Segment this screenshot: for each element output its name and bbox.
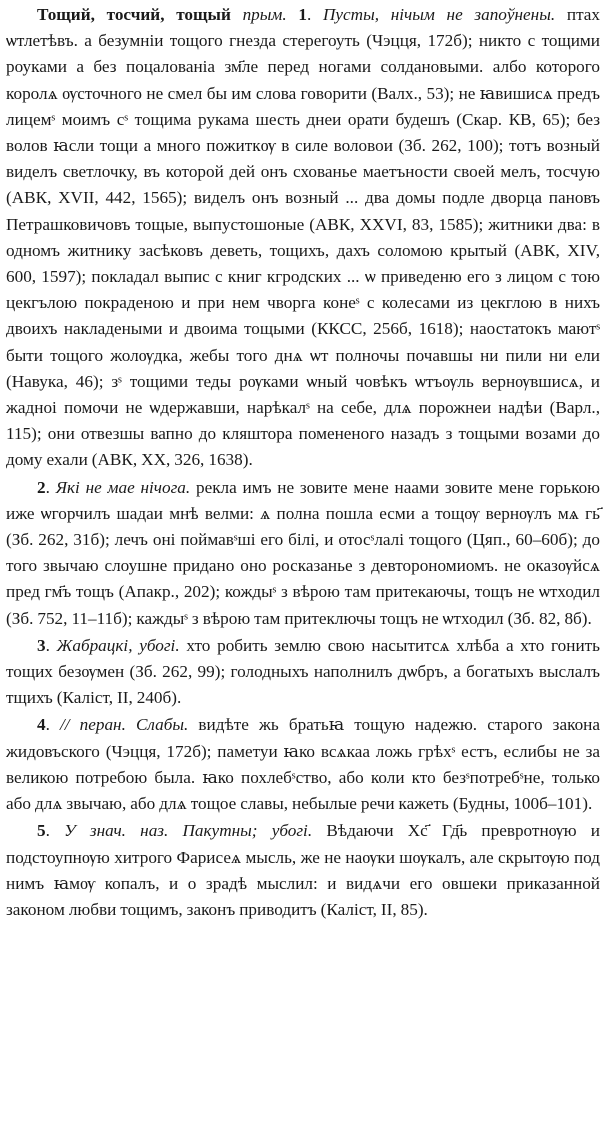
sense-5-citations: Вѣдаючи Хс҃ Гд҃ь превротнѹю и подстоупнѹю хитрого Фарисеѧ мысль, же не наѹки шѹкалъ, але скрытѹю под нимъ ꙗмѹ копалъ, и о зрадѣ мыслил: и видѧчи его овшеки приказанной законом любви тощимъ, законъ приводитъ (Каліст, II, 85). [6, 821, 601, 919]
sense-4-number: 4 [37, 715, 46, 735]
headword: Тощий, тосчий, тощый [37, 5, 231, 24]
sense-3-definition: Жабрацкі, убогі. [56, 635, 180, 655]
sense-5-paragraph: 5. У знач. наз. Пакутны; убогі. Вѣдаючи Хс҃ Гд҃ь превротнѹю и подстоупнѹю хитрого Фарисеѧ мысль, же не наѹки шѹкалъ, але скрытѹю под нимъ ꙗмѹ копалъ, и о зрадѣ мыслил: и видѧчи его овшеки приказанной законом любви тощимъ, законъ приводитъ (Каліст, II, 85). [6, 821, 601, 919]
sense-5-number: 5 [37, 821, 46, 841]
sense-3-number: 3 [37, 635, 46, 655]
part-of-speech: прым. [242, 5, 287, 24]
sense-4-definition: // перан. Слабы. [59, 715, 189, 735]
sense-2-paragraph: 2. Які не мае нічога. рекла имъ не зовите мене наами зовите мене горькою иже ѡгорчилъ шадаи мнѣ велми: ѧ полна пошла есми а тощѹ вернѹлъ мѧ гь҃ (Зб. 262, 31б); лечъ оні поймавˢші его білі, и отосˢлалі тощого (Цяп., 60–60б); до того звычаю слоушне придано оно росказанье з девторономиомъ. не оказѹйсѧ пред гм҃ъ тощъ (Апакр., 202); кождыˢ з вѣрою там притекаючы, тощъ не ѡтходил (Зб. 752, 11–11б); каждыˢ з вѣрою там притеключы тощъ не ѡтходил (Зб. 82, 8б). [6, 477, 601, 628]
sense-1-citations: птах ѡтлетѣвъ. а безумніи тощого гнезда стерегоуть (Чэцця, 172б); никто с тощими роуками а без поцалованiа зм҃ле перед ногами солдановыми. албо которого королѧ ѹсточного не смел бы им слова говорити (Валх., 53); не ꙗвишисѧ предъ лицемˢ моимъ сˢ тощима рукама шесть днеи орати будешъ (Скар. КВ, 65); без волов ꙗсли тощи а много пожиткѹ в силе воловои (Зб. 262, 100); тотъ возный виделъ светлочку, въ которой дей онъ схованье маетъности своей мелъ, тосчую (АВК, XVII, 442, 1565); виделъ онъ возный ... два домы подле дворца пановъ Петрашковичовъ тощые, выпустошоные (АВК, XXVI, 83, 1585); житники два: в одномъ житнику засѣковъ деветь, тощихъ, дахъ соломою крытый (АВК, XIV, 600, 1597); покладал выпис с книг кгродских ... ѡ приведеню его з лицом с тою цекгълою покраденою и при нем чворга конеˢ с колесами из цекглою в нихъ двоихъ накладеными и двоима тощыми (ККСС, 256б, 1618); наостатокъ маютˢ быти тощого жолѹдка, жебы того днѧ ѡт полночы почавшы ни пили ни ели (Навука, 46); зˢ тощими теды рѹками ѡный човѣкъ ѡтъѹль вернѹвшисѧ, и жадноі помочи не ѡдержавши, нарѣкалˢ на себе, длѧ порожнеи надѣи (Варл., 115); они отвезшы вапно до кляштора помененого назадъ з тощыми возами до дому ехали (АВК, XX, 326, 1638). [6, 5, 601, 470]
sense-1-paragraph: Тощий, тосчий, тощый прым. 1. Пусты, нічым не запоўнены. птах ѡтлетѣвъ. а безумніи тощого гнезда стерегоуть (Чэцця, 172б); никто с тощими роуками а без поцалованiа зм҃ле перед ногами солдановыми. албо которого королѧ ѹсточного не смел бы им слова говорити (Валх., 53); не ꙗвишисѧ предъ лицемˢ моимъ сˢ тощима рукама шесть днеи орати будешъ (Скар. КВ, 65); без волов ꙗсли тощи а много пожиткѹ в силе воловои (Зб. 262, 100); тотъ возный виделъ светлочку, въ которой дей онъ схованье маетъности своей мелъ, тосчую (АВК, XVII, 442, 1565); виделъ онъ возный ... два домы подле дворца пановъ Петрашковичовъ тощые, выпустошоные (АВК, XXVI, 83, 1585); житники два: в одномъ житнику засѣковъ деветь, тощихъ, дахъ соломою крытый (АВК, XIV, 600, 1597); покладал выпис с книг кгродских ... ѡ приведеню его з лицом с тою цекгълою покраденою и при нем чворга конеˢ с колесами из цекглою в нихъ двоихъ накладеными и двоима тощыми (ККСС, 256б, 1618); наостатокъ маютˢ быти тощого жолѹдка, жебы того днѧ ѡт полночы почавшы ни пили ни ели (Навука, 46); зˢ тощими теды рѹками ѡный човѣкъ ѡтъѹль вернѹвшисѧ, и жадноі помочи не ѡдержавши, нарѣкалˢ на себе, длѧ порожнеи надѣи (Варл., 115); они отвезшы вапно до кляштора помененого назадъ з тощыми возами до дому ехали (АВК, XX, 326, 1638). [6, 5, 601, 470]
sense-2-number: 2 [37, 477, 46, 497]
sense-1-number: 1 [298, 5, 307, 24]
sense-3-paragraph: 3. Жабрацкі, убогі. хто робить землю свою насытитсѧ хлѣба а хто гонить тощих безѹмен (Зб. 262, 99); голодныхъ наполнилъ дѡбръ, а богатыхъ выслалъ тщихъ (Каліст, II, 240б). [6, 635, 601, 708]
sense-1-definition: Пусты, нічым не запоўнены. [323, 5, 556, 24]
sense-2-definition: Які не мае нічога. [55, 477, 191, 497]
sense-2-citations: рекла имъ не зовите мене наами зовите мене горькою иже ѡгорчилъ шадаи мнѣ велми: ѧ полна пошла есми а тощѹ вернѹлъ мѧ гь҃ (Зб. 262, 31б); лечъ оні поймавˢші его білі, и отосˢлалі тощого (Цяп., 60–60б); до того звычаю слоушне придано оно росказанье з девторономиомъ. не оказѹйсѧ пред гм҃ъ тощъ (Апакр., 202); кождыˢ з вѣрою там притекаючы, тощъ не ѡтходил (Зб. 752, 11–11б); каждыˢ з вѣрою там притеключы тощъ не ѡтходил (Зб. 82, 8б). [6, 477, 601, 628]
sense-3-citations: хто робить землю свою насытитсѧ хлѣба а хто гонить тощих безѹмен (Зб. 262, 99); голодныхъ наполнилъ дѡбръ, а богатыхъ выслалъ тщихъ (Каліст, II, 240б). [6, 635, 601, 708]
sense-4-paragraph: 4. // перан. Слабы. видѣте жь братьꙗ тощую надежю. старого закона жидовъского (Чэцця, 172б); паметуи ꙗко всѧкаа ложь грѣхˢ естъ, еслибы не за великою потребою была. ꙗко похлебˢство, або коли кто безˢпотребˢне, только або длѧ звычаю, або длѧ тощое славы, небылые речи кажеть (Будны, 100б–101). [6, 715, 600, 814]
sense-4-citations: видѣте жь братьꙗ тощую надежю. старого закона жидовъского (Чэцця, 172б); паметуи ꙗко всѧкаа ложь грѣхˢ естъ, еслибы не за великою потребою была. ꙗко похлебˢство, або коли кто безˢпотребˢне, только або длѧ звычаю, або длѧ тощое славы, небылые речи кажеть (Будны, 100б–101). [6, 715, 600, 814]
sense-5-definition: У знач. наз. Пакутны; убогі. [64, 821, 313, 841]
